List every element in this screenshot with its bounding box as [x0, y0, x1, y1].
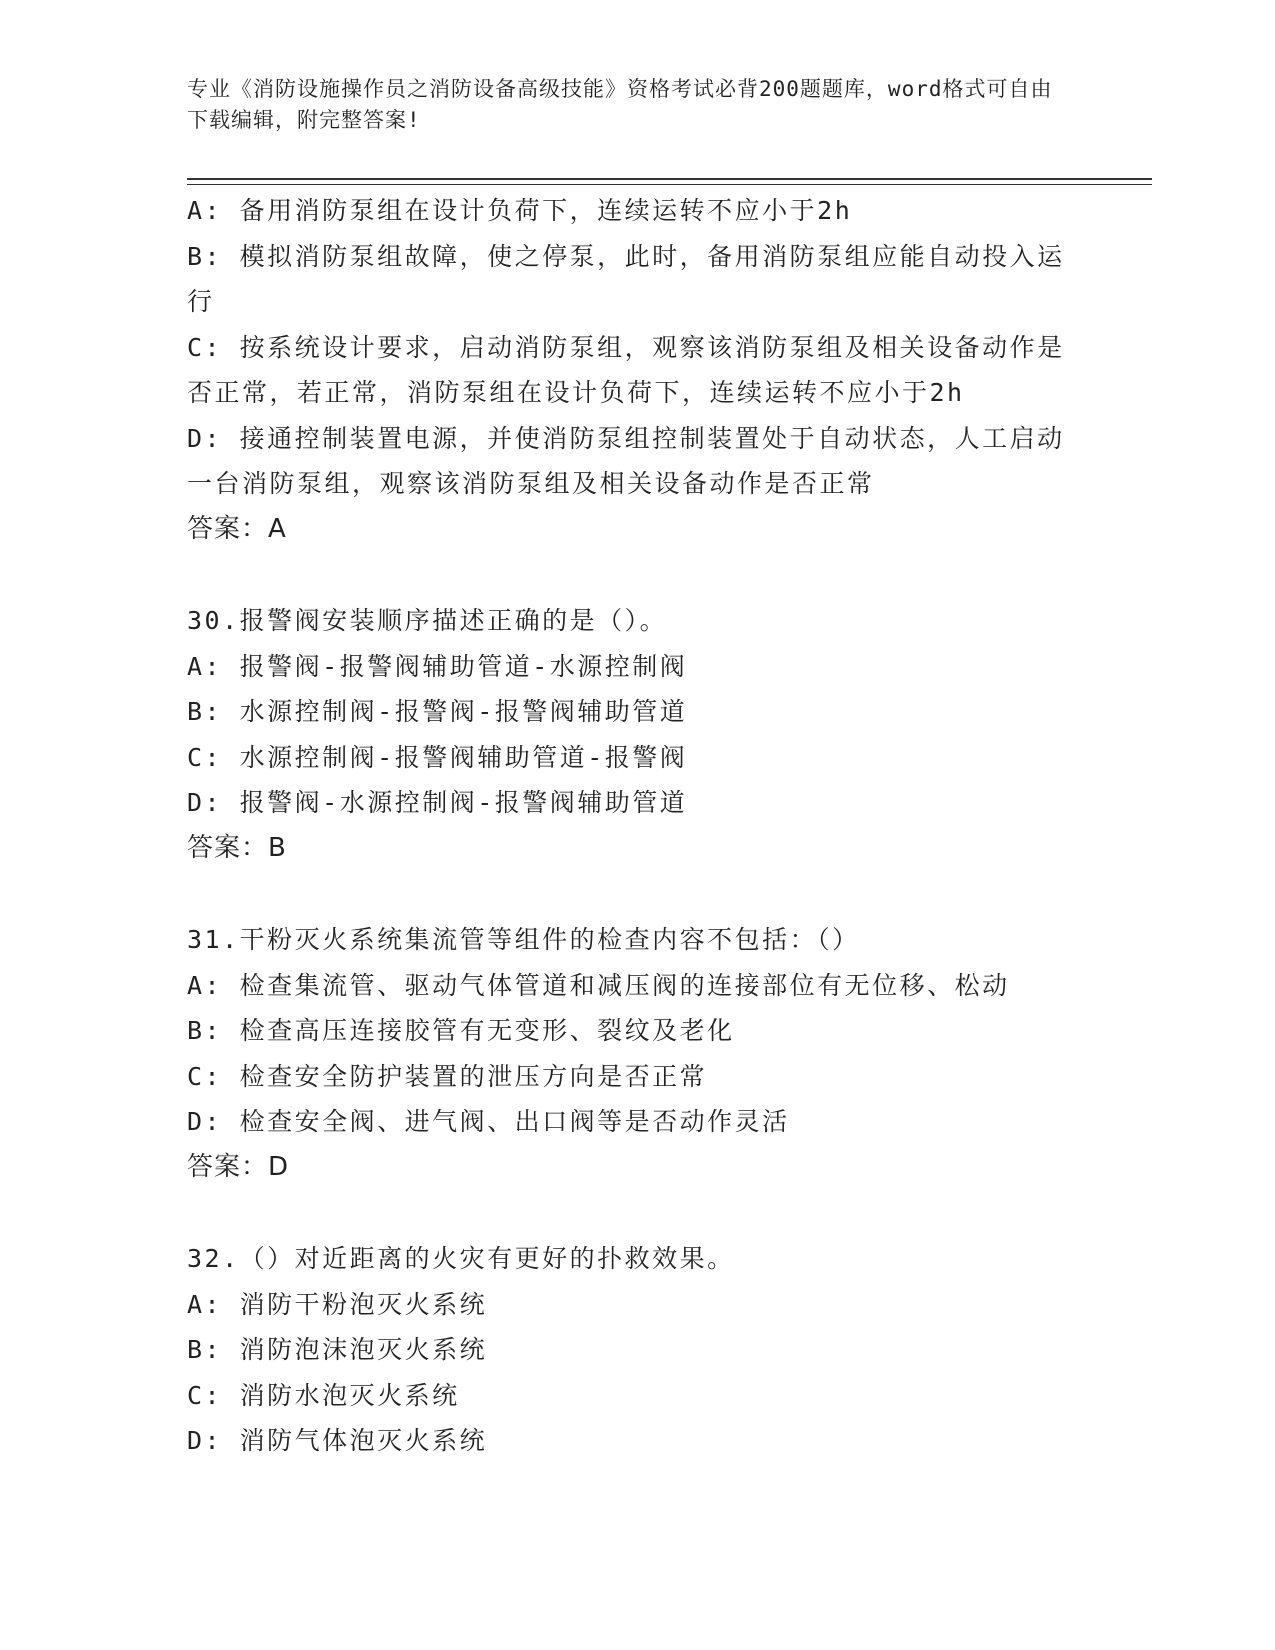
option-c: C: 水源控制阀-报警阀辅助管道-报警阀	[187, 742, 688, 772]
question-30	[187, 598, 1077, 871]
option-d: D: 接通控制装置电源，并使消防泵组控制装置处于自动状态，人工启动一台消防泵组，观察该消防泵组及相关设备动作是否正常	[187, 423, 1065, 498]
option-b: B: 水源控制阀-报警阀-报警阀辅助管道	[187, 697, 688, 726]
question-31	[187, 917, 1077, 1190]
option-a: A: 备用消防泵组在设计负荷下，连续运转不应小于2h	[187, 196, 853, 225]
question-list	[187, 188, 1077, 1464]
answer-line: 答案：B	[187, 832, 287, 863]
document-title: 专业《消防设施操作员之消防设备高级技能》资格考试必背200题题库，word格式可自由下载编辑，附完整答案!	[187, 77, 1053, 132]
option-d: D: 报警阀-水源控制阀-报警阀辅助管道	[187, 788, 688, 817]
header-rule-thick	[187, 178, 1152, 180]
option-b: B: 消防泡沫泡灭火系统	[187, 1335, 488, 1364]
option-c: C: 消防水泡灭火系统	[187, 1380, 460, 1410]
option-a: A: 检查集流管、驱动气体管道和减压阀的连接部位有无位移、松动	[187, 970, 1010, 1000]
option-d: D: 检查安全阀、进气阀、出口阀等是否动作灵活	[187, 1107, 790, 1136]
question-29-continued	[187, 188, 1077, 552]
option-c: C: 检查安全防护装置的泄压方向是否正常	[187, 1061, 708, 1091]
question-spacer	[187, 552, 1077, 598]
question-spacer	[187, 1190, 1077, 1236]
option-b: B: 检查高压连接胶管有无变形、裂纹及老化	[187, 1016, 735, 1045]
option-b: B: 模拟消防泵组故障，使之停泵，此时，备用消防泵组应能自动投入运行	[187, 241, 1065, 316]
option-a: A: 报警阀-报警阀辅助管道-水源控制阀	[187, 651, 688, 681]
question-32	[187, 1236, 1077, 1464]
question-spacer	[187, 871, 1077, 917]
question-stem: 32.（）对近距离的火灾有更好的扑救效果。	[187, 1244, 735, 1273]
question-stem: 31.干粉灭火系统集流管等组件的检查内容不包括：（）	[187, 925, 860, 954]
question-stem: 30.报警阀安装顺序描述正确的是（）。	[187, 606, 668, 635]
option-a: A: 消防干粉泡灭火系统	[187, 1289, 488, 1319]
option-c: C: 按系统设计要求，启动消防泵组，观察该消防泵组及相关设备动作是否正常，若正常，消防泵组在设计负荷下，连续运转不应小于2h	[187, 332, 1065, 407]
answer-line: 答案：D	[187, 1151, 290, 1182]
answer-line: 答案：A	[187, 513, 287, 544]
option-d: D: 消防气体泡灭火系统	[187, 1426, 488, 1455]
header-rule-thin	[187, 184, 1152, 185]
